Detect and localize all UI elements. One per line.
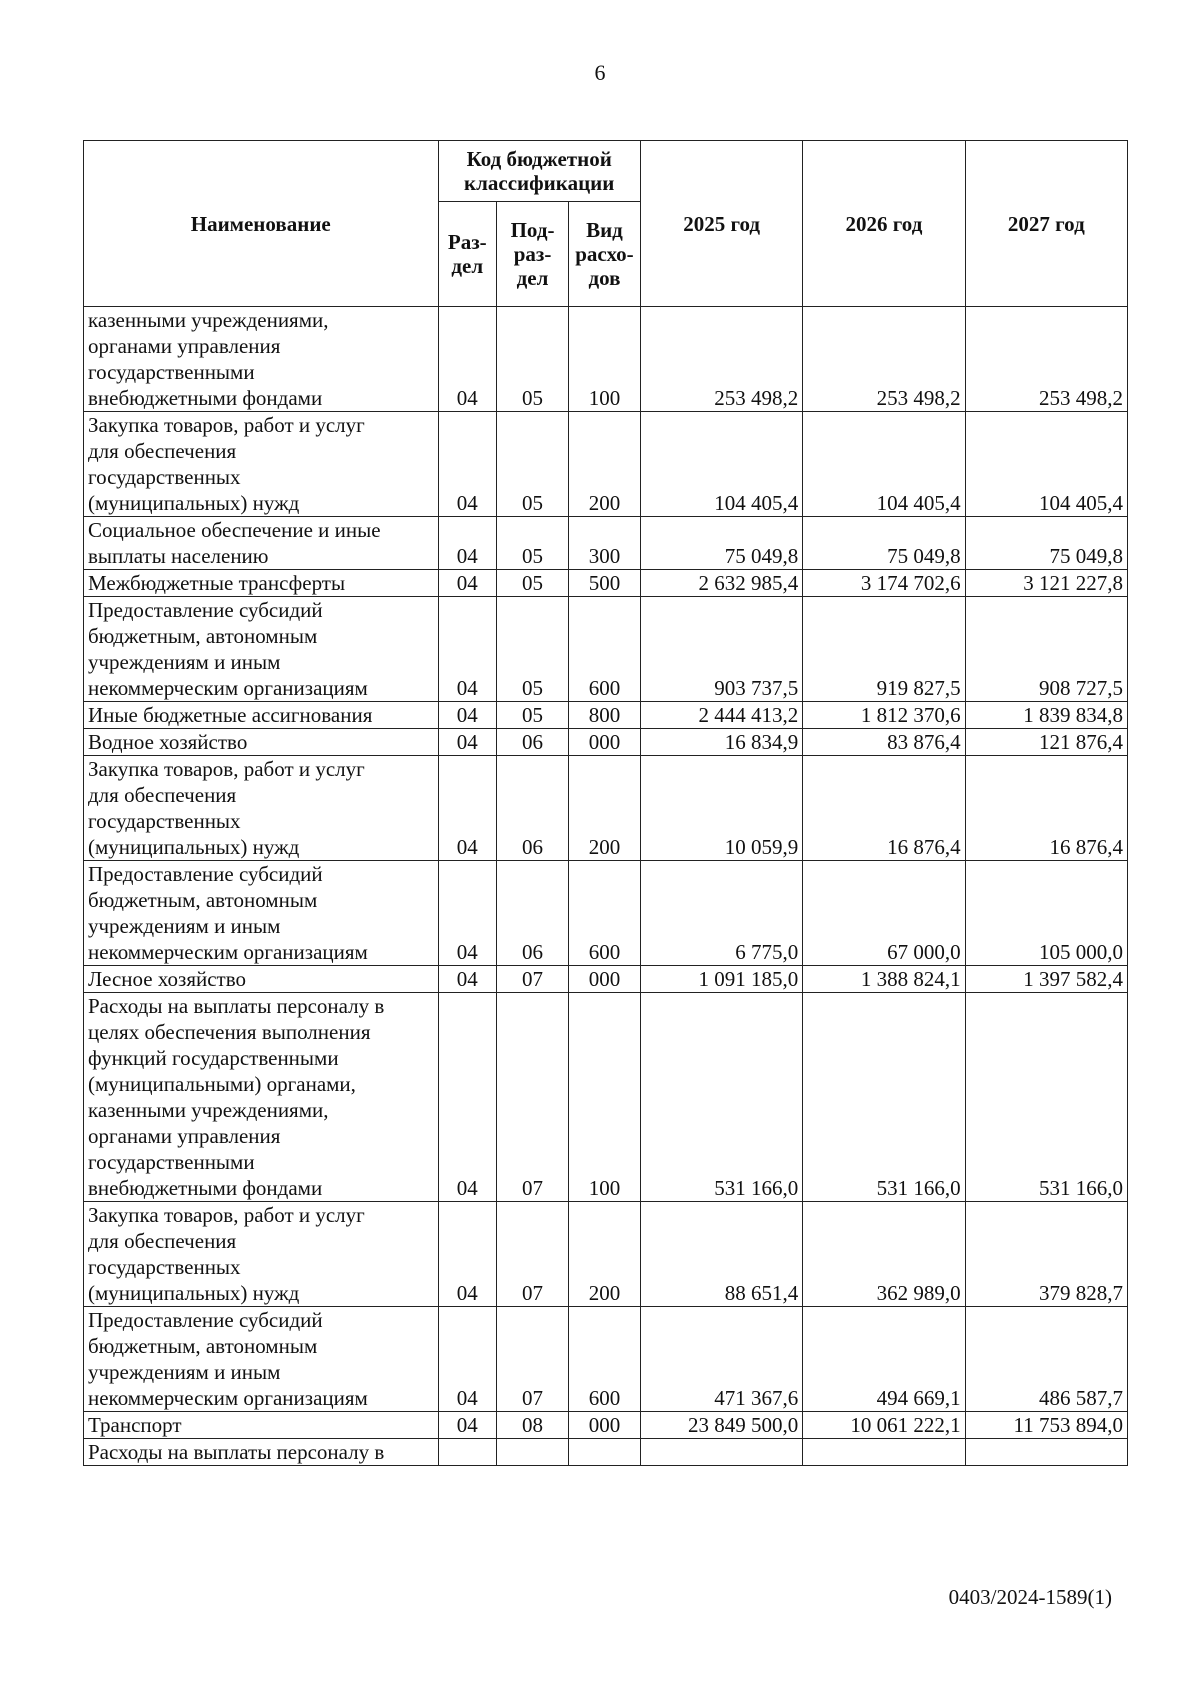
- row-value-2027: 11 753 894,0: [965, 1412, 1127, 1439]
- table-row: [84, 756, 1128, 861]
- row-subsection-code: 05: [497, 517, 569, 570]
- row-value-2026: 1 388 824,1: [803, 966, 965, 993]
- row-value-2025: 1 091 185,0: [640, 966, 802, 993]
- row-value-2025: 2 632 985,4: [640, 570, 802, 597]
- row-value-2026: 362 989,0: [803, 1202, 965, 1307]
- row-expense-type-code: 000: [568, 1412, 640, 1439]
- row-subsection-code: 05: [497, 307, 569, 412]
- row-value-2025: 471 367,6: [640, 1307, 802, 1412]
- row-value-2026: 1 812 370,6: [803, 702, 965, 729]
- row-section-code: 04: [438, 1412, 497, 1439]
- row-name: Закупка товаров, работ и услуг для обеспечения государственных (муниципальных) нужд: [84, 1202, 439, 1307]
- row-expense-type-code: 800: [568, 702, 640, 729]
- table-row: [84, 1202, 1128, 1307]
- row-value-2026: 83 876,4: [803, 729, 965, 756]
- header-section: Раз- дел: [438, 202, 497, 307]
- row-value-2027: 253 498,2: [965, 307, 1127, 412]
- row-value-2026: 531 166,0: [803, 993, 965, 1202]
- row-section-code: 04: [438, 597, 497, 702]
- row-section-code: 04: [438, 1202, 497, 1307]
- row-expense-type-code: 600: [568, 597, 640, 702]
- row-expense-type-code: 000: [568, 966, 640, 993]
- row-subsection-code: 07: [497, 966, 569, 993]
- header-2025: 2025 год: [640, 141, 802, 307]
- table-row: [84, 729, 1128, 756]
- row-expense-type-code: 000: [568, 729, 640, 756]
- row-expense-type-code: 300: [568, 517, 640, 570]
- row-section-code: 04: [438, 517, 497, 570]
- row-name: Расходы на выплаты персоналу в целях обеспечения выполнения функций государственными (муниципальными) органами, казенными учреждениями, органами управления государственными внебюджетными фондами: [84, 993, 439, 1202]
- header-subsection: Под- раз- дел: [497, 202, 569, 307]
- row-section-code: 04: [438, 966, 497, 993]
- row-value-2026: 494 669,1: [803, 1307, 965, 1412]
- row-name: Закупка товаров, работ и услуг для обеспечения государственных (муниципальных) нужд: [84, 412, 439, 517]
- row-value-2025: 16 834,9: [640, 729, 802, 756]
- header-name: Наименование: [84, 141, 439, 307]
- row-name: казенными учреждениями, органами управления государственными внебюджетными фондами: [84, 307, 439, 412]
- row-value-2027: 379 828,7: [965, 1202, 1127, 1307]
- table-row: [84, 993, 1128, 1202]
- row-name: Предоставление субсидий бюджетным, автономным учреждениям и иным некоммерческим организациям: [84, 861, 439, 966]
- header-2027: 2027 год: [965, 141, 1127, 307]
- row-value-2026: 16 876,4: [803, 756, 965, 861]
- row-value-2027: 104 405,4: [965, 412, 1127, 517]
- row-value-2026: [803, 1439, 965, 1466]
- row-section-code: 04: [438, 861, 497, 966]
- table-row: [84, 1412, 1128, 1439]
- table-row: [84, 597, 1128, 702]
- row-value-2026: 104 405,4: [803, 412, 965, 517]
- row-value-2025: 10 059,9: [640, 756, 802, 861]
- row-value-2025: 75 049,8: [640, 517, 802, 570]
- row-subsection-code: 07: [497, 993, 569, 1202]
- row-value-2027: 1 839 834,8: [965, 702, 1127, 729]
- row-section-code: 04: [438, 570, 497, 597]
- row-section-code: [438, 1439, 497, 1466]
- row-value-2025: 104 405,4: [640, 412, 802, 517]
- row-expense-type-code: 200: [568, 1202, 640, 1307]
- row-value-2027: 908 727,5: [965, 597, 1127, 702]
- table-body: [84, 307, 1128, 1466]
- table-row: [84, 307, 1128, 412]
- row-expense-type-code: 600: [568, 861, 640, 966]
- table-row: [84, 1307, 1128, 1412]
- row-name: Предоставление субсидий бюджетным, автономным учреждениям и иным некоммерческим организациям: [84, 597, 439, 702]
- row-section-code: 04: [438, 756, 497, 861]
- row-name: Социальное обеспечение и иные выплаты населению: [84, 517, 439, 570]
- row-value-2026: 10 061 222,1: [803, 1412, 965, 1439]
- row-subsection-code: 07: [497, 1202, 569, 1307]
- row-value-2027: 1 397 582,4: [965, 966, 1127, 993]
- table-row: [84, 1439, 1128, 1466]
- row-value-2027: 16 876,4: [965, 756, 1127, 861]
- row-name: Закупка товаров, работ и услуг для обеспечения государственных (муниципальных) нужд: [84, 756, 439, 861]
- table-row: [84, 861, 1128, 966]
- row-value-2025: 2 444 413,2: [640, 702, 802, 729]
- row-section-code: 04: [438, 993, 497, 1202]
- document-code: 0403/2024-1589(1): [948, 1585, 1112, 1609]
- row-value-2025: [640, 1439, 802, 1466]
- row-subsection-code: 06: [497, 729, 569, 756]
- header-2026: 2026 год: [803, 141, 965, 307]
- row-subsection-code: [497, 1439, 569, 1466]
- table-row: [84, 570, 1128, 597]
- row-value-2027: 531 166,0: [965, 993, 1127, 1202]
- table-row: [84, 412, 1128, 517]
- row-value-2027: 105 000,0: [965, 861, 1127, 966]
- row-value-2025: 88 651,4: [640, 1202, 802, 1307]
- row-value-2026: 3 174 702,6: [803, 570, 965, 597]
- row-value-2025: 903 737,5: [640, 597, 802, 702]
- row-value-2025: 23 849 500,0: [640, 1412, 802, 1439]
- row-name: Лесное хозяйство: [84, 966, 439, 993]
- row-name: Предоставление субсидий бюджетным, автономным учреждениям и иным некоммерческим организациям: [84, 1307, 439, 1412]
- row-subsection-code: 05: [497, 597, 569, 702]
- row-value-2026: 919 827,5: [803, 597, 965, 702]
- row-name: Расходы на выплаты персоналу в: [84, 1439, 439, 1466]
- row-value-2026: 75 049,8: [803, 517, 965, 570]
- row-expense-type-code: 600: [568, 1307, 640, 1412]
- row-section-code: 04: [438, 307, 497, 412]
- row-value-2027: 3 121 227,8: [965, 570, 1127, 597]
- row-subsection-code: 05: [497, 570, 569, 597]
- row-value-2027: 121 876,4: [965, 729, 1127, 756]
- page-number: 6: [594, 60, 606, 85]
- table-row: [84, 966, 1128, 993]
- row-name: Иные бюджетные ассигнования: [84, 702, 439, 729]
- row-subsection-code: 08: [497, 1412, 569, 1439]
- row-expense-type-code: 100: [568, 307, 640, 412]
- table-row: [84, 517, 1128, 570]
- row-expense-type-code: 200: [568, 756, 640, 861]
- row-value-2026: 253 498,2: [803, 307, 965, 412]
- row-value-2025: 253 498,2: [640, 307, 802, 412]
- row-expense-type-code: 500: [568, 570, 640, 597]
- row-expense-type-code: [568, 1439, 640, 1466]
- row-value-2025: 531 166,0: [640, 993, 802, 1202]
- row-expense-type-code: 200: [568, 412, 640, 517]
- header-code-group: Код бюджетной классификации: [438, 141, 640, 202]
- row-value-2027: 486 587,7: [965, 1307, 1127, 1412]
- table-row: [84, 702, 1128, 729]
- row-value-2027: [965, 1439, 1127, 1466]
- row-subsection-code: 06: [497, 756, 569, 861]
- row-section-code: 04: [438, 1307, 497, 1412]
- row-value-2027: 75 049,8: [965, 517, 1127, 570]
- row-subsection-code: 07: [497, 1307, 569, 1412]
- row-subsection-code: 06: [497, 861, 569, 966]
- row-name: Водное хозяйство: [84, 729, 439, 756]
- row-name: Межбюджетные трансферты: [84, 570, 439, 597]
- budget-table: [83, 140, 1128, 1466]
- row-name: Транспорт: [84, 1412, 439, 1439]
- row-value-2025: 6 775,0: [640, 861, 802, 966]
- row-value-2026: 67 000,0: [803, 861, 965, 966]
- row-subsection-code: 05: [497, 412, 569, 517]
- row-subsection-code: 05: [497, 702, 569, 729]
- row-section-code: 04: [438, 702, 497, 729]
- row-section-code: 04: [438, 729, 497, 756]
- header-expense-type: Вид расхо- дов: [568, 202, 640, 307]
- row-expense-type-code: 100: [568, 993, 640, 1202]
- row-section-code: 04: [438, 412, 497, 517]
- table-header: [84, 141, 1128, 307]
